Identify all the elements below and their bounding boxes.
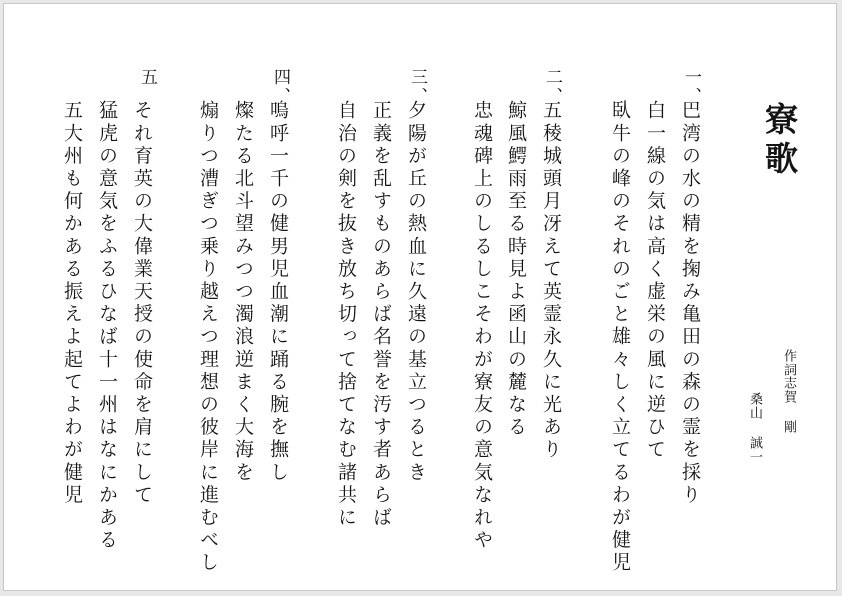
verse-number: 三、: [407, 68, 427, 106]
verse-line: 煽りつ漕ぎつ乗り越えつ理想の彼岸に進むべし: [197, 100, 219, 575]
page-title: 寮歌: [760, 102, 799, 180]
verse-line: それ育英の大偉業天授の使命を肩にして: [131, 100, 153, 507]
verse-line: 鯨風鰐雨至る時見よ函山の麓なる: [505, 100, 527, 439]
credit-writer: 桑山 誠一: [747, 392, 762, 464]
verse-line: 自治の剣を抜き放ち切って捨てなむ諸共に: [335, 100, 357, 530]
verse-line: 五稜城頭月冴えて英霊永久に光あり: [540, 100, 562, 462]
verse-line: 五大州も何かある振えよ起てよわが健児: [61, 100, 83, 507]
verse-line: 猛虎の意気をふるひなば十一州はなにかある: [96, 100, 118, 552]
verse-number: 五: [137, 68, 157, 87]
verse-line: 夕陽が丘の熱血に久遠の基立つるとき: [405, 100, 427, 485]
verse-line: 白一線の気は高く虚栄の風に逆ひて: [644, 100, 666, 462]
credit-label: 作詞: [781, 349, 796, 377]
lyrics-sheet: [3, 3, 837, 591]
verse-line: 燦たる北斗望みつつ濁浪逆まく大海を: [232, 100, 254, 485]
verse-line: 正義を乱すものあらば名誉を汚す者あらば: [370, 100, 392, 530]
verse-line: 臥牛の峰のそれのごと雄々しく立てるわが健児: [609, 100, 631, 575]
verse-line: 忠魂碑上のしるしこそわが寮友の意気なれや: [471, 100, 493, 552]
verse-line: 嗚呼一千の健男児血潮に踊る腕を撫し: [267, 100, 289, 485]
verse-line: 巴湾の水の精を掬み亀田の森の霊を採り: [679, 100, 701, 507]
verse-number: 一、: [681, 68, 701, 106]
verse-number: 二、: [542, 68, 562, 106]
credit-writer: 志賀 剛: [781, 376, 796, 434]
verse-number: 四、: [270, 68, 290, 106]
